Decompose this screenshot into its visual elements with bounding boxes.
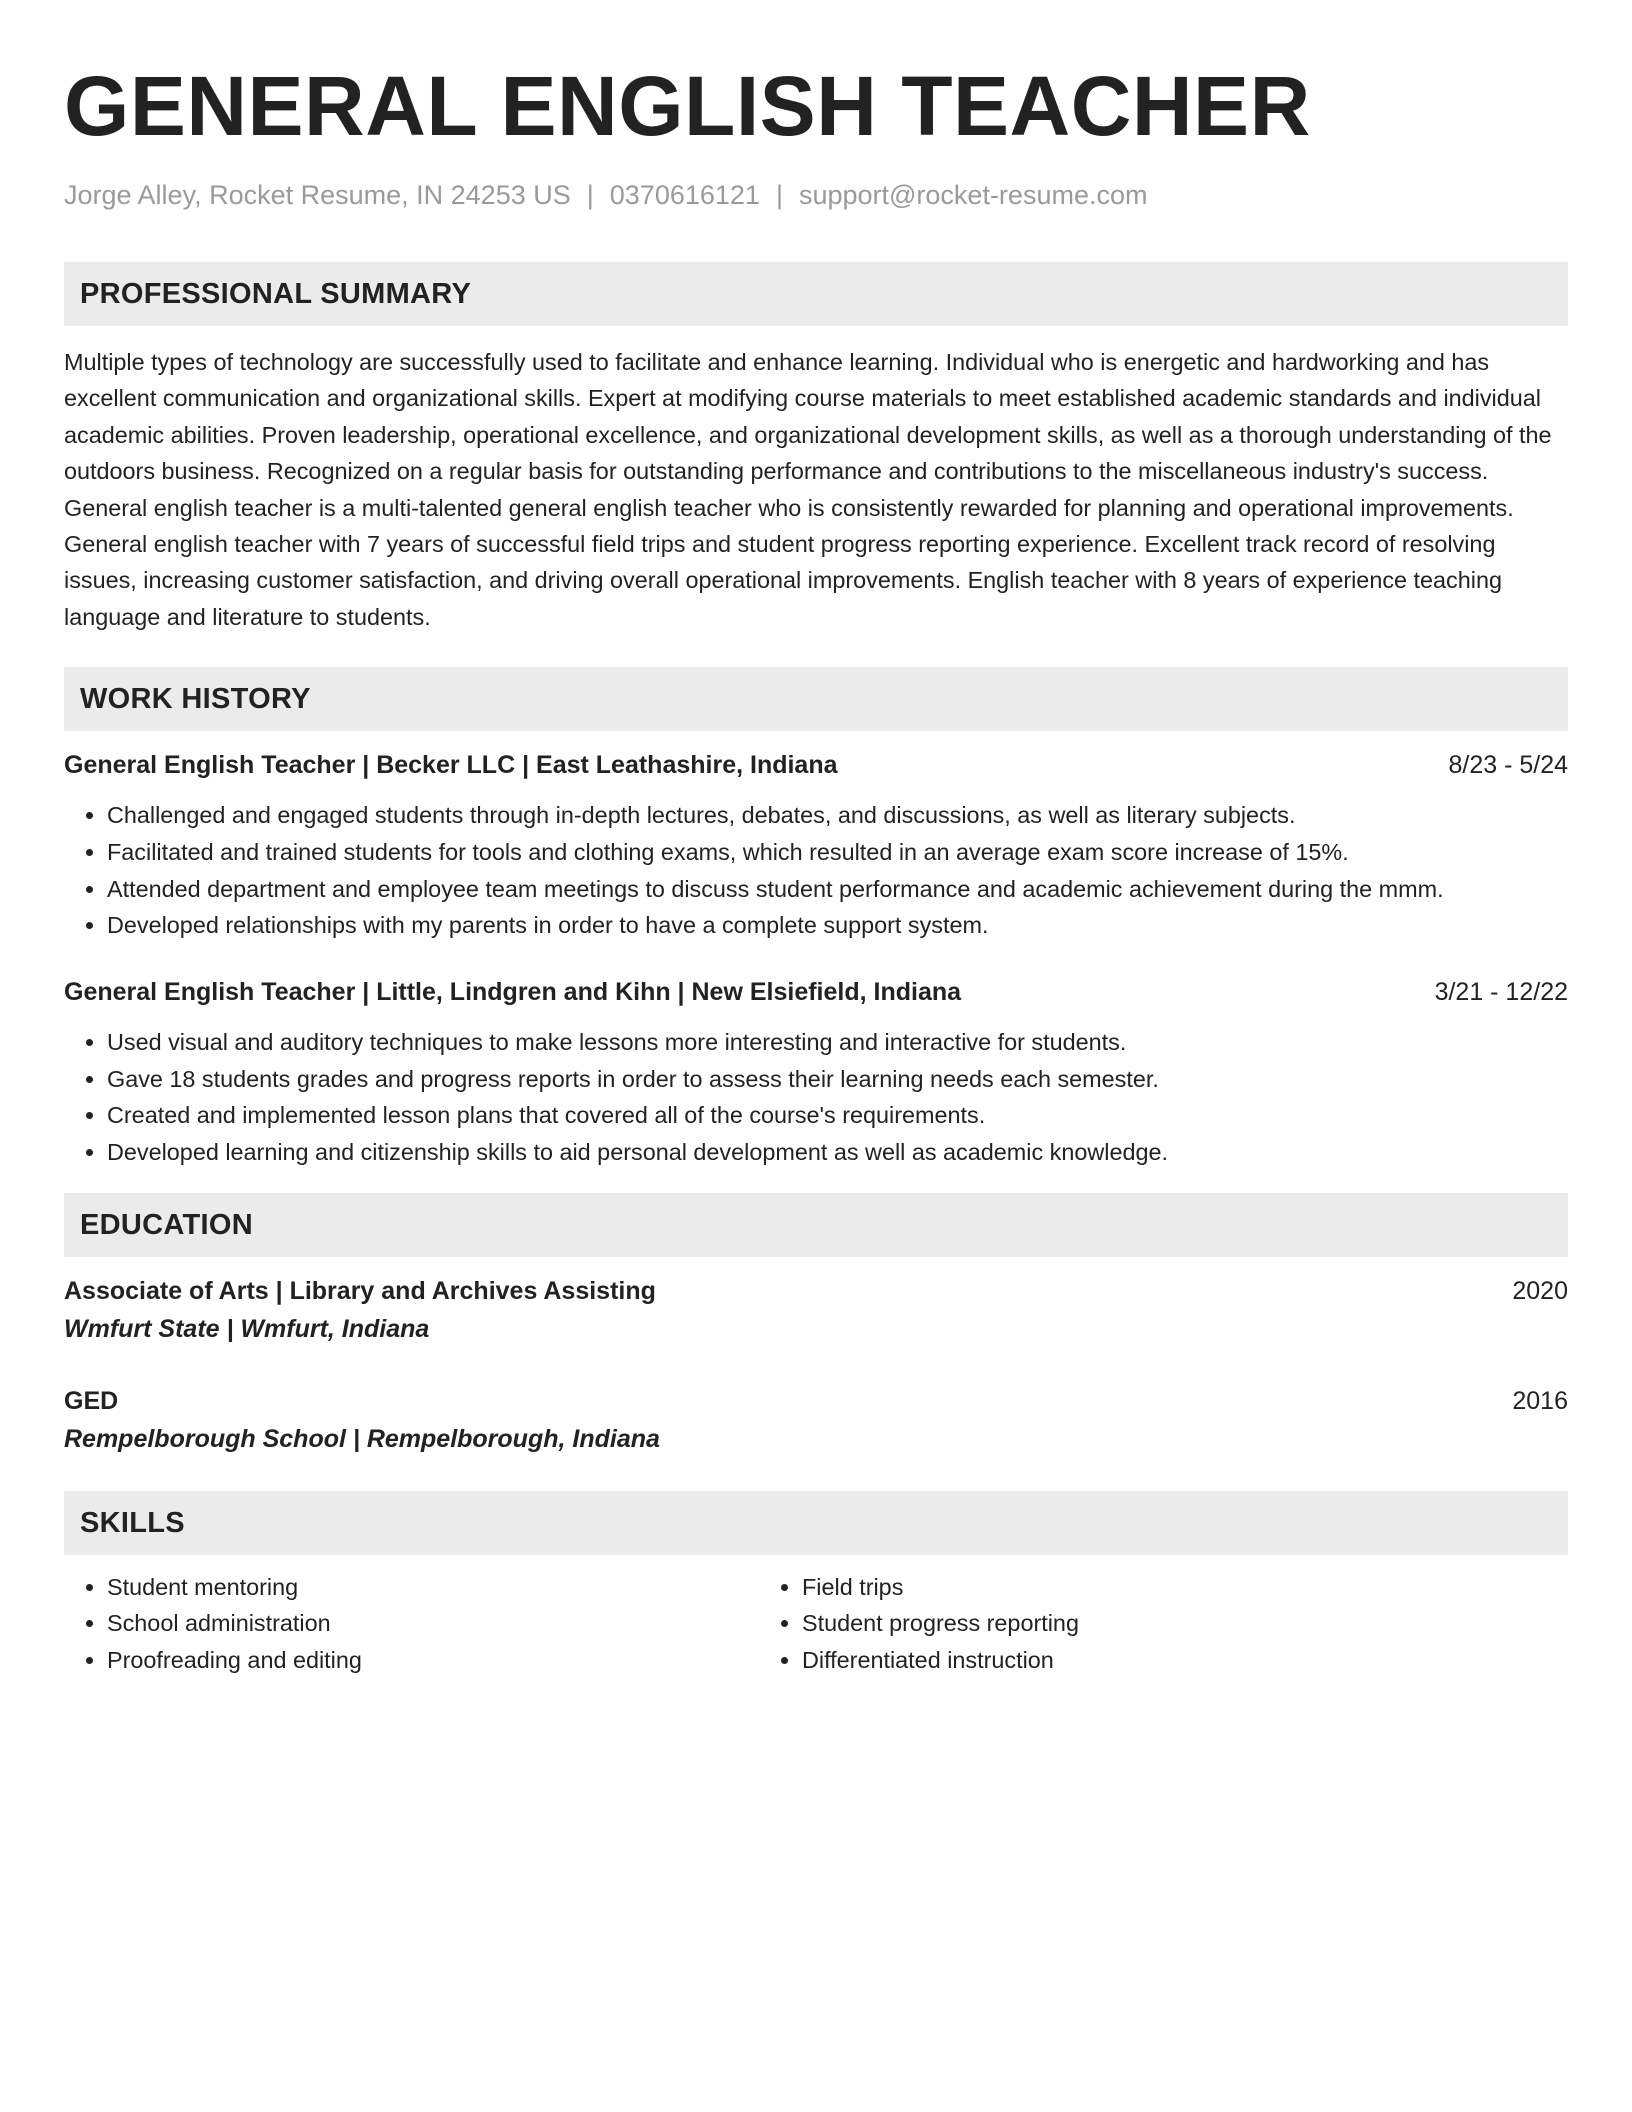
contact-email: support@rocket-resume.com [798,180,1148,210]
education-degree: Associate of Arts | Library and Archives Assisting [64,1276,656,1305]
job-bullets [64,1024,1568,1171]
skill-item: • Proofreading and editing [107,1642,759,1679]
job-bullet: • Gave 18 students grades and progress reports in order to assess their learning needs each semester. [107,1061,1568,1098]
skills-list [64,1569,1568,1679]
education-school: Wmfurt State | Wmfurt, Indiana [64,1314,430,1343]
job-bullet: • Developed learning and citizenship skills to aid personal development as well as academic knowledge. [107,1134,1568,1171]
job-entry [64,747,1568,944]
skill-item: • Differentiated instruction [802,1642,1459,1679]
contact-address: Jorge Alley, Rocket Resume, IN 24253 US [64,180,571,210]
contact-separator: | [775,180,783,210]
job-dates: 3/21 - 12/22 [1434,978,1568,1007]
job-bullet: • Attended department and employee team meetings to discuss student performance and academic achievement during the mmm. [107,871,1568,908]
contact-separator: | [586,180,594,210]
candidate-name: GENERAL ENGLISH TEACHER [64,59,1311,153]
education-entry [64,1383,1568,1457]
job-bullets [64,797,1568,944]
skill-item: • Field trips [802,1569,1459,1606]
skill-item: • Student progress reporting [802,1605,1459,1642]
education-year: 2020 [1512,1276,1568,1305]
job-header [64,974,1568,1010]
skill-item: • School administration [107,1605,759,1642]
skills-column-right [759,1569,1459,1679]
job-bullet: • Challenged and engaged students through in-depth lectures, debates, and discussions, as well as literary subjects. [107,797,1568,834]
education-header [64,1383,1568,1419]
skills-column-left [64,1569,759,1679]
section-heading-skills: SKILLS [64,1491,1568,1555]
job-title-line: General English Teacher | Becker LLC | East Leathashire, Indiana [64,751,838,780]
section-heading-education: EDUCATION [64,1193,1568,1257]
section-heading-work-history: WORK HISTORY [64,667,1568,731]
summary-text: Multiple types of technology are successfully used to facilitate and enhance learning. Individual who is energetic and hardworking and has excellent communication and organizational skills. Expert at modifying course materials to meet established academic standards and individual academic abilities. Proven leadership, operational excellence, and organizational development skills, as well as a thorough understanding of the outdoors business. Recognized on a regular basis for outstanding performance and contributions to the miscellaneous industry's success. General english teacher is a multi-talented general english teacher who is consistently rewarded for planning and operational improvements. General english teacher with 7 years of successful field trips and student progress reporting experience. Excellent track record of resolving issues, increasing customer satisfaction, and driving overall operational improvements. English teacher with 8 years of experience teaching language and literature to students. [64,349,1552,630]
job-bullet: • Facilitated and trained students for tools and clothing exams, which resulted in an average exam score increase of 15%. [107,834,1568,871]
job-title-line: General English Teacher | Little, Lindgren and Kihn | New Elsiefield, Indiana [64,978,962,1007]
skill-item: • Student mentoring [107,1569,759,1606]
education-degree: GED [64,1386,119,1415]
education-header [64,1273,1568,1309]
education-year: 2016 [1512,1386,1568,1415]
contact-line [64,178,1568,212]
job-bullet: • Used visual and auditory techniques to make lessons more interesting and interactive for students. [107,1024,1568,1061]
section-heading-summary: PROFESSIONAL SUMMARY [64,262,1568,326]
job-bullet: • Developed relationships with my parents in order to have a complete support system. [107,907,1568,944]
education-entry [64,1273,1568,1347]
contact-phone: 0370616121 [609,180,760,210]
education-school: Rempelborough School | Rempelborough, Indiana [64,1424,660,1453]
job-header [64,747,1568,783]
job-entry [64,974,1568,1171]
job-bullet: • Created and implemented lesson plans that covered all of the course's requirements. [107,1097,1568,1134]
job-dates: 8/23 - 5/24 [1448,751,1568,780]
